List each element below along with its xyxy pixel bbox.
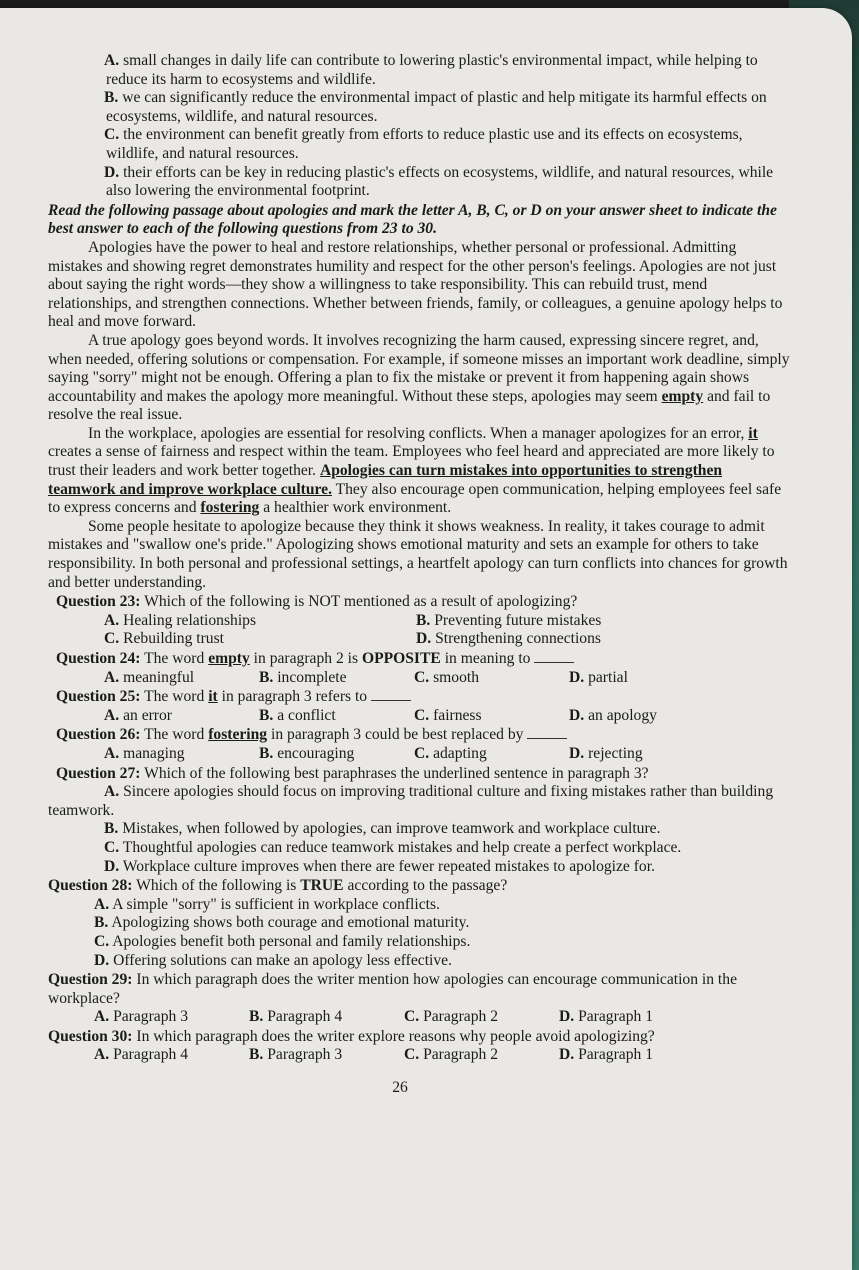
q27-option-a[interactable]: A. Sincere apologies should focus on improving traditional culture and fixing mistakes rather than building teamwork. (48, 783, 774, 819)
q23-option-d[interactable]: D. Strengthening connections (416, 630, 601, 648)
answer-blank (534, 662, 574, 663)
question-29: Question 29: In which paragraph does the writer mention how apologies can encourage communication in the workplace? A. Paragraph 3 B. Paragraph 4 C. Paragraph 2 D. Paragraph 1 (48, 971, 737, 1026)
question-30: Question 30: In which paragraph does the writer explore reasons why people avoid apologizing? A. Paragraph 4 B. Paragraph 3 C. Paragraph 2 D. Paragraph 1 (48, 1028, 792, 1065)
q29-option-a[interactable]: A. Paragraph 3 (94, 1008, 188, 1026)
q27-option-c[interactable]: C. Thoughtful apologies can reduce teamwork mistakes and help create a perfect workplace. (104, 838, 682, 856)
page-number: 26 (392, 1079, 408, 1097)
q28-option-c[interactable]: C. Apologies benefit both personal and family relationships. (94, 932, 471, 950)
q27-option-d[interactable]: D. Workplace culture improves when there are fewer repeated mistakes to apologize for. (104, 857, 655, 875)
question-27: Question 27: Which of the following best paraphrases the underlined sentence in paragraph 3? A. Sincere apologies should focus on improving traditional culture and fixing mistakes rather than building teamwork. B. Mistakes, when followed by apologies, can improve teamwork and workplace culture. C. Thoughtful apologies can reduce teamwork mistakes and help create a perfect workplace. D. Workplace culture improves when there are fewer repeated mistakes to apologize for. (48, 765, 792, 877)
highlighted-word-it: it (748, 424, 758, 442)
q27-option-b[interactable]: B. Mistakes, when followed by apologies, can improve teamwork and workplace culture. (104, 820, 661, 838)
page-content (48, 52, 792, 1098)
q23-option-a[interactable]: A. Healing relationships (104, 611, 257, 629)
q23-option-c[interactable]: C. Rebuilding trust (104, 630, 225, 648)
q29-option-b[interactable]: B. Paragraph 4 (249, 1008, 343, 1026)
q28-option-b[interactable]: B. Apologizing shows both courage and emotional maturity. (94, 914, 470, 932)
answer-blank (371, 700, 411, 701)
q28-option-d[interactable]: D. Offering solutions can make an apology less effective. (94, 951, 452, 969)
q30-option-b[interactable]: B. Paragraph 3 (249, 1046, 343, 1064)
q24-option-a[interactable]: A. meaningful (104, 668, 195, 686)
instruction: Read the following passage about apologies and mark the letter A, B, C, or D on your answer sheet to indicate the best answer to each of the following questions from 23 to 30. (48, 201, 777, 238)
q24-option-b[interactable]: B. incomplete (259, 668, 347, 686)
question-25: Question 25: The word it in paragraph 3 refers to A. an error B. a conflict C. fairness D. an apology (48, 688, 792, 725)
q29-option-d[interactable]: D. Paragraph 1 (559, 1008, 653, 1026)
q30-option-d[interactable]: D. Paragraph 1 (559, 1046, 653, 1064)
q28-option-a[interactable]: A. A simple "sorry" is sufficient in workplace conflicts. (94, 895, 440, 913)
q24-option-c[interactable]: C. smooth (414, 668, 479, 686)
passage-paragraph-3: In the workplace, apologies are essential for resolving conflicts. When a manager apologizes for an error, it creates a sense of fairness and respect within the team. Employees who feel heard and appreciated are more likely to trust their leaders and work better together. Apologies can turn mistakes into opportunities to strengthen teamwork and improve workplace culture. They also encourage open communication, helping employees feel safe to express concerns and fostering a healthier work environment. (48, 424, 782, 517)
question-28: Question 28: Which of the following is TRUE according to the passage? A. A simple "sorry" is sufficient in workplace conflicts. B. Apologizing shows both courage and emotional maturity. C. Apologies benefit both personal and family relationships. D. Offering solutions can make an apology less effective. (48, 877, 792, 970)
underlined-sentence: Apologies can turn mistakes into opportunities to strengthen teamwork and improve workplace culture. (48, 462, 723, 498)
q26-option-c[interactable]: C. adapting (414, 744, 487, 762)
q24-option-d[interactable]: D. partial (569, 668, 628, 686)
passage-paragraph-1: Apologies have the power to heal and restore relationships, whether personal or professional. Admitting mistakes and showing regret demonstrates humility and respect for the other person's feelings. Apologies are not just about saying the right words—they show a willingness to take responsibility. This can rebuild trust, mend relationships, and strengthen connections. Whether between friends, family, or colleagues, a genuine apology helps to heal and move forward. (48, 238, 783, 331)
q29-option-c[interactable]: C. Paragraph 2 (404, 1008, 498, 1026)
q30-option-c[interactable]: C. Paragraph 2 (404, 1046, 498, 1064)
prev-option-d: D. their efforts can be key in reducing plastic's effects on ecosystems, wildlife, and natural resources, while also lowering the environmental footprint. (104, 163, 774, 200)
q26-option-b[interactable]: B. encouraging (259, 744, 355, 762)
passage-paragraph-4: Some people hesitate to apologize because they think it shows weakness. In reality, it takes courage to admit mistakes and "swallow one's pride." Apologizing shows emotional maturity and sets an example for others to take responsibility. In both personal and professional settings, a heartfelt apology can turn conflicts into chances for growth and better understanding. (48, 517, 788, 591)
q25-option-a[interactable]: A. an error (104, 706, 172, 724)
q25-option-b[interactable]: B. a conflict (259, 706, 336, 724)
passage-paragraph-2: A true apology goes beyond words. It involves recognizing the harm caused, expressing sincere regret, and, when needed, offering solutions or compensation. For example, if someone misses an important work deadline, simply saying "sorry" might not be enough. Offering a plan to fix the mistake or prevent it from happening again shows accountability and makes the apology more meaningful. Without these steps, apologies may seem empty and fail to resolve the real issue. (48, 331, 790, 424)
q26-option-d[interactable]: D. rejecting (569, 744, 643, 762)
prev-option-a: A. small changes in daily life can contribute to lowering plastic's environmental impact, while helping to reduce its harm to ecosystems and wildlife. (104, 52, 758, 88)
q26-option-a[interactable]: A. managing (104, 744, 185, 762)
question-26: Question 26: The word fostering in paragraph 3 could be best replaced by A. managing B. encouraging C. adapting D. rejecting (48, 726, 792, 763)
q30-option-a[interactable]: A. Paragraph 4 (94, 1046, 188, 1064)
answer-blank (527, 738, 567, 739)
highlighted-word-empty: empty (661, 387, 704, 405)
q25-option-d[interactable]: D. an apology (569, 706, 657, 724)
q23-option-b[interactable]: B. Preventing future mistakes (416, 611, 602, 629)
question-24: Question 24: The word empty in paragraph 2 is OPPOSITE in meaning to A. meaningful B. incomplete C. smooth D. partial (48, 650, 792, 687)
prev-option-c: C. the environment can benefit greatly from efforts to reduce plastic use and its effects on ecosystems, wildlife, and natural resources. (104, 126, 743, 162)
previous-question-options (48, 52, 792, 201)
exam-page (0, 8, 852, 1270)
q25-option-c[interactable]: C. fairness (414, 706, 482, 724)
highlighted-word-fostering: fostering (200, 499, 260, 517)
prev-option-b: B. we can significantly reduce the environmental impact of plastic and help mitigate its harmful effects on ecosystems, wildlife, and natural resources. (104, 89, 767, 125)
passage (48, 239, 792, 592)
question-23: Question 23: Which of the following is NOT mentioned as a result of apologizing? A. Healing relationships B. Preventing future mistakes C. Rebuilding trust D. Strengthening connections (48, 593, 792, 649)
